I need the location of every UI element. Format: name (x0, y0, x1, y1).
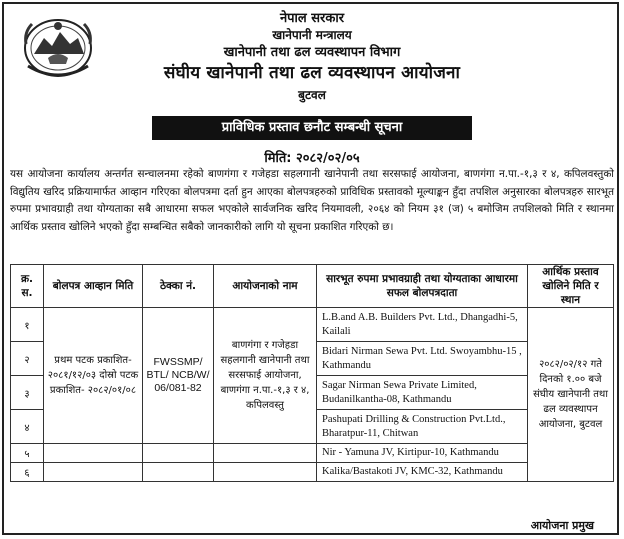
contract-no-cell: FWSSMP/ BTL/ NCB/W/ 06/081-82 (143, 308, 214, 444)
row-sn: ६ (11, 463, 44, 482)
empty-cell (214, 463, 317, 482)
row-sn: २ (11, 342, 44, 376)
header-bidders: सारभूत रुपमा प्रभावग्राही तथा योग्यताका आधारमा सफल बोलपत्रदाता (317, 265, 528, 308)
header-government: नेपाल सरकार (279, 11, 345, 26)
header-department: खानेपानी तथा ढल व्यवस्थापन विभाग (223, 45, 401, 60)
table-row (11, 463, 614, 482)
header-project: संघीय खानेपानी तथा ढल व्यवस्थापन आयोजना (163, 63, 461, 83)
empty-cell (143, 444, 214, 463)
opening-cell: २०८२/०२/१२ गते दिनको १.०० बजे संघीय खानेपानी तथा ढल व्यवस्थापन आयोजना, बुटवल (528, 308, 614, 482)
header-invite-date: बोलपत्र आव्हान मिति (44, 265, 143, 308)
bidder-name: Bidari Nirman Sewa Pvt. Ltd. Swoyambhu-15 , Kathmandu (317, 342, 528, 376)
table-row (11, 444, 614, 463)
header-sn: क्र. स. (11, 265, 44, 308)
empty-cell (143, 463, 214, 482)
header-location: बुटवल (298, 88, 326, 102)
invite-date-cell: प्रथम पटक प्रकाशित- २०८१/१२/०३ दोस्रो पटक प्रकाशित- २०८२/०१/०८ (44, 308, 143, 444)
notice-body-text: यस आयोजना कार्यालय अन्तर्गत सन्चालनमा रहेको बाणगंगा र गजेहडा सहलगानी खानेपानी तथा सरसफाई आयोजना, बाणगंगा न.पा.-१,३ र ४, कपिलवस्तुको विद्युतिय खरिद प्रक्रियामार्फत आव्हान गरिएका बोलपत्रमा दर्ता हुन आएका बोलपत्रहरुको प्राविधिक प्रस्तावको मूल्याङ्कन हुँदा तपशिल अनुसारका बोलपत्रहरु सारभूत रुपमा प्रभावग्राही तथा योग्यताका सबै आधारमा सफल भएकोले सार्वजनिक खरिद नियमावली, २०६४ को नियम ३१ (ज) ५ बमोजिम तपशिलको मिति र स्थानमा आर्थिक प्रस्ताव खोलिने भएको हुँदा सम्बन्धित सबैको जानकारीको लागि यो सूचना प्रकाशित गरिएको छ। (10, 168, 614, 233)
bidder-name: L.B.and A.B. Builders Pvt. Ltd., Dhangadhi-5, Kailali (317, 308, 528, 342)
empty-cell (44, 444, 143, 463)
bidder-name: Sagar Nirman Sewa Private Limited, Budanilkantha-08, Kathmandu (317, 376, 528, 410)
bidder-name: Pashupati Drilling & Construction Pvt.Ltd., Bharatpur-11, Chitwan (317, 410, 528, 444)
project-name-cell: बाणगंगा र गजेहडा सहलगानी खानेपानी तथा सरसफाई आयोजना, बाणगंगा न.पा.-१,३ र ४, कपिलवस्तु (214, 308, 317, 444)
header-opening: आर्थिक प्रस्ताव खोलिने मिति र स्थान (528, 265, 614, 308)
empty-cell (44, 463, 143, 482)
header-ministry: खानेपानी मन्त्रालय (272, 28, 352, 42)
row-sn: ५ (11, 444, 44, 463)
table-row (11, 308, 614, 342)
header-contract-no: ठेक्का नं. (143, 265, 214, 308)
bidder-name: Nir - Yamuna JV, Kirtipur-10, Kathmandu (317, 444, 528, 463)
bidders-table (10, 264, 614, 482)
table-header-row (11, 265, 614, 308)
empty-cell (214, 444, 317, 463)
signature-label: आयोजना प्रमुख (530, 519, 594, 532)
row-sn: १ (11, 308, 44, 342)
notice-title-banner: प्राविधिक प्रस्ताव छनौट सम्बन्धी सूचना (152, 116, 472, 140)
bidder-name: Kalika/Bastakoti JV, KMC-32, Kathmandu (317, 463, 528, 482)
notice-date: मिति: २०८२/०२/०५ (264, 151, 360, 166)
row-sn: ३ (11, 376, 44, 410)
row-sn: ४ (11, 410, 44, 444)
header-project-name: आयोजनाको नाम (214, 265, 317, 308)
